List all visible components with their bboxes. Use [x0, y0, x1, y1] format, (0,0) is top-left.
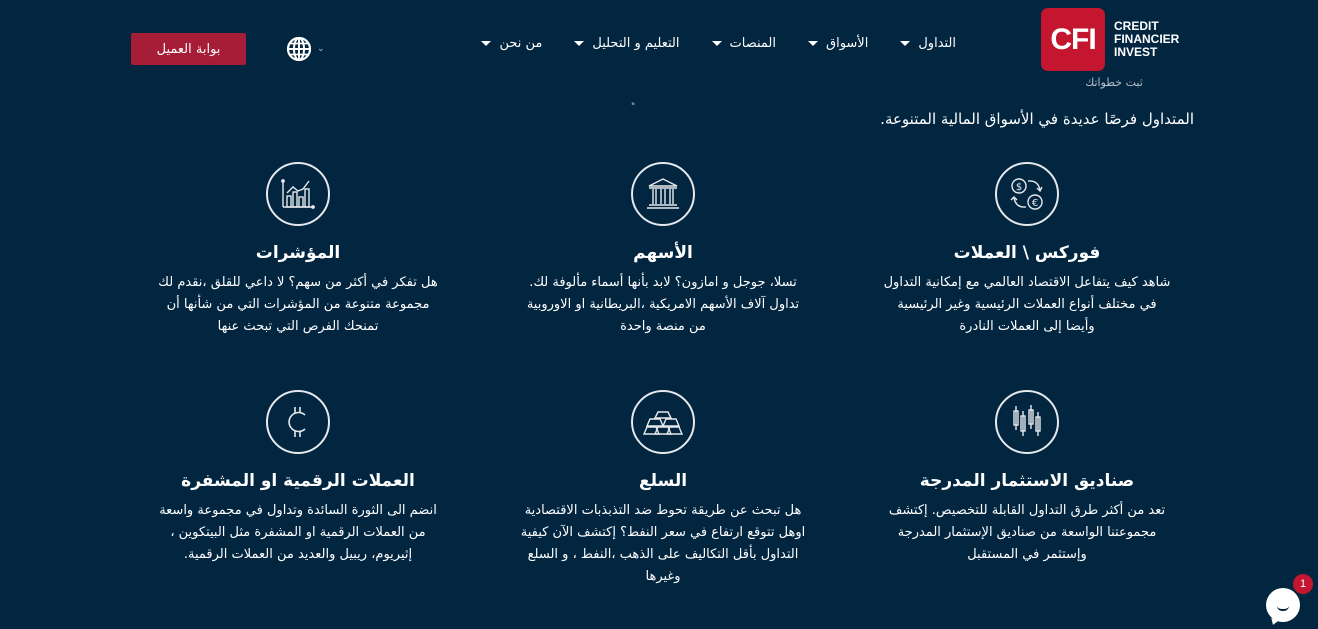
- nav-item-markets[interactable]: [808, 36, 868, 51]
- nav-item-label: من نحن: [499, 36, 543, 51]
- icon-circle: [631, 162, 695, 226]
- card-description: شاهد كيف يتفاعل الاقتصاد العالمي مع إمكانية التداول في مختلف أنواع العملات الرئيسية وغير الرئيسية وأيضا إلى العملات النادرة: [883, 275, 1171, 334]
- currency-exchange-icon: [1005, 172, 1049, 216]
- card-title: المؤشرات: [255, 243, 341, 263]
- logo-line-2: FINANCIER: [1114, 32, 1180, 46]
- caret-down-icon: [808, 41, 818, 46]
- logo-mark: CFI: [1041, 8, 1105, 71]
- logo-tagline: ثبت خطواتك: [1085, 76, 1143, 89]
- icon-circle: [995, 390, 1059, 454]
- nav-item-education[interactable]: [574, 36, 679, 51]
- card-commodities[interactable]: [518, 390, 808, 588]
- nav-item-trading[interactable]: [900, 36, 956, 51]
- card-description: تسلا، جوجل و امازون؟ لابد بأنها أسماء مألوفة لك. تداول آلاف الأسهم الامريكية ،البريطانية او الاوروبية من منصة واحدة: [526, 275, 800, 334]
- card-crypto[interactable]: [153, 390, 443, 566]
- crypto-coin-icon: [278, 402, 318, 442]
- svg-text:$: $: [1015, 182, 1023, 193]
- nav-item-label: المنصات: [729, 36, 776, 51]
- chat-bubble-icon: [1277, 606, 1289, 611]
- icon-circle: [631, 390, 695, 454]
- logo-line-1: CREDIT: [1114, 19, 1159, 33]
- chat-unread-badge: 1: [1293, 574, 1313, 594]
- cfi-logo[interactable]: [1041, 8, 1186, 93]
- language-selector[interactable]: [286, 36, 325, 62]
- bar-chart-icon: [278, 174, 318, 214]
- card-indices[interactable]: [153, 162, 443, 338]
- main-nav: [449, 36, 956, 51]
- card-title: الأسهم: [633, 243, 693, 263]
- client-portal-button[interactable]: بوابة العميل: [131, 33, 246, 65]
- gold-bars-icon: [642, 402, 684, 442]
- caret-down-icon: [481, 41, 491, 46]
- quote-mark: ": [631, 102, 636, 112]
- nav-item-platforms[interactable]: [712, 36, 776, 51]
- site-header: [0, 0, 1318, 95]
- icon-circle: [995, 162, 1059, 226]
- card-description: هل تفكر في أكثر من سهم؟ لا داعي للقلق ،نقدم لك مجموعة متنوعة من المؤشرات التي من شأنها أن تمنحك الفرص التي تبحث عنها: [158, 275, 438, 334]
- card-title: العملات الرقمية او المشفرة: [181, 471, 415, 491]
- candlestick-icon: [1007, 402, 1047, 442]
- card-description: تعد من أكثر طرق التداول القابلة للتخصيص. إكتشف مجموعتنا الواسعة من صناديق الإستثمار المدرجة وإستثمر في المستقبل: [888, 503, 1166, 562]
- logo-wordmark: [1114, 20, 1179, 59]
- card-etfs[interactable]: [882, 390, 1172, 566]
- globe-icon: [286, 36, 312, 62]
- icon-circle: [266, 162, 330, 226]
- card-title: فوركس \ العملات: [953, 243, 1101, 263]
- card-title: السلع: [638, 471, 688, 491]
- nav-item-label: الأسواق: [826, 36, 869, 51]
- card-stocks[interactable]: [518, 162, 808, 338]
- card-forex[interactable]: [882, 162, 1172, 338]
- chat-widget-button[interactable]: [1266, 588, 1300, 622]
- card-description: انضم الى الثورة السائدة وتداول في مجموعة واسعة من العملات الرقمية او المشفرة مثل البيتكوين ، إثيريوم، ريبيل والعديد من العملات الرقمية.: [159, 503, 437, 562]
- icon-circle: [266, 390, 330, 454]
- nav-item-about[interactable]: [481, 36, 542, 51]
- nav-item-label: التعليم و التحليل: [592, 36, 680, 51]
- chevron-down-icon: ⌄: [317, 44, 325, 54]
- intro-text: المتداول فرصًا عديدة في الأسواق المالية المتنوعة.: [880, 110, 1194, 128]
- logo-line-3: INVEST: [1114, 45, 1158, 59]
- caret-down-icon: [574, 41, 584, 46]
- card-title: صناديق الاستثمار المدرجة: [919, 471, 1135, 491]
- caret-down-icon: [900, 41, 910, 46]
- nav-item-label: التداول: [918, 36, 956, 51]
- caret-down-icon: [712, 41, 722, 46]
- bank-building-icon: [643, 174, 683, 214]
- card-description: هل تبحث عن طريقة تحوط ضد التذبذبات الاقتصادية اوهل تتوقع ارتفاع في سعر النفط؟ إكتشف الآن كيفية التداول بأقل التكاليف على الذهب ،النفط ، و السلع وغيرها: [520, 503, 806, 584]
- svg-text:€: €: [1031, 198, 1039, 209]
